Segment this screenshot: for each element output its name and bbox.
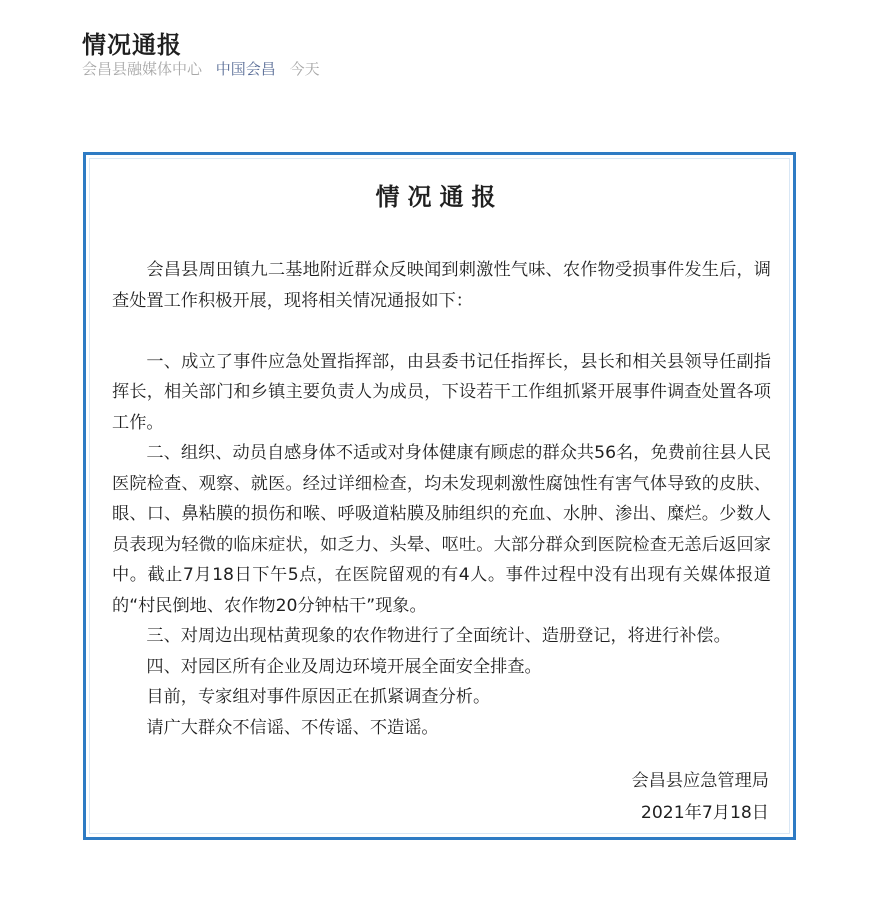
notice-signature: 会昌县应急管理局 — [631, 771, 769, 791]
account-link[interactable]: 中国会昌 — [215, 60, 276, 78]
notice-paragraph-1: 一、成立了事件应急处置指挥部，由县委书记任指挥长，县长和相关县领导任副指挥长，相关部门和乡镇主要负责人为成员，下设若干工作组抓紧开展事件调查处置各项工作。 — [112, 351, 771, 433]
notice-paragraph-appeal: 请广大群众不信谣、不传谣、不造谣。 — [146, 717, 439, 738]
article-title: 情况通报 — [82, 31, 182, 60]
notice-signature-block — [631, 765, 769, 829]
notice-paragraph-2: 二、组织、动员自感身体不适或对身体健康有顾虑的群众共56名，免费前往县人民医院检查、观察、就医。经过详细检查，均未发现刺激性腐蚀性有害气体导致的皮肤、眼、口、鼻粘膜的损伤和喉、呼吸道粘膜及肺组织的充血、水肿、渗出、糜烂。少数人员表现为轻微的临床症状，如乏力、头晕、呕吐。大部分群众到医院检查无恙后返回家中。截止7月18日下午5点，在医院留观的有4人。事件过程中没有出现有关媒体报道的“村民倒地、农作物20分钟枯干”现象。 — [112, 443, 771, 616]
article-source: 会昌县融媒体中心 — [82, 60, 203, 78]
notice-date: 2021年7月18日 — [640, 803, 769, 823]
notice-body — [112, 255, 771, 743]
notice-paragraph-current: 目前，专家组对事件原因正在抓紧调查分析。 — [146, 687, 491, 707]
article-meta — [82, 58, 329, 80]
notice-card — [83, 152, 796, 840]
notice-paragraph-3: 三、对周边出现枯黄现象的农作物进行了全面统计、造册登记，将进行补偿。 — [146, 626, 731, 646]
notice-heading: 情况通报 — [375, 183, 504, 211]
publish-date: 今天 — [289, 60, 320, 78]
notice-paragraph-4: 四、对园区所有企业及周边环境开展全面安全排查。 — [146, 656, 542, 677]
notice-paragraph-intro: 会昌县周田镇九二基地附近群众反映闻到刺激性气味、农作物受损事件发生后，调查处置工作积极开展，现将相关情况通报如下： — [112, 260, 771, 311]
